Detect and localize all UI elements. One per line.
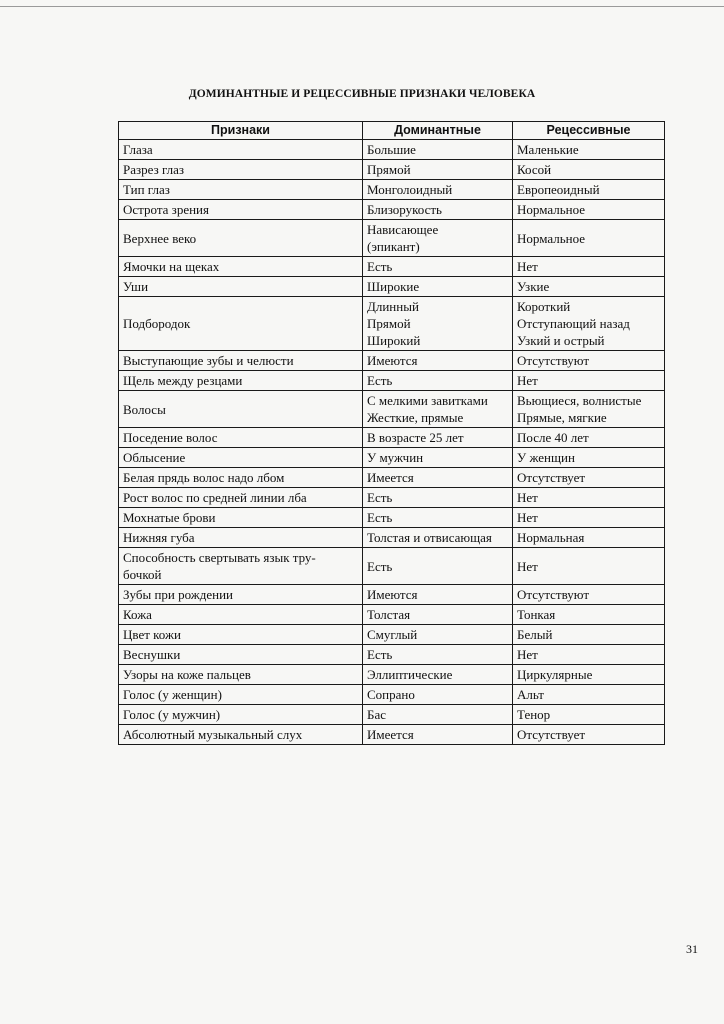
trait-cell: Способность свертывать язык тру- бочкой [119,548,363,585]
table-row [119,665,665,685]
trait-cell: Верхнее веко [119,220,363,257]
trait-cell: Мохнатые брови [119,508,363,528]
dominant-cell: Толстая и отвисающая [363,528,513,548]
recessive-cell: Тонкая [513,605,665,625]
header-dominant: Доминантные [363,122,513,140]
recessive-cell: Нормальное [513,220,665,257]
table-row [119,277,665,297]
dominant-cell: Имеется [363,725,513,745]
dominant-cell: У мужчин [363,448,513,468]
dominant-cell: С мелкими завитками Жесткие, прямые [363,391,513,428]
trait-cell: Кожа [119,605,363,625]
trait-cell: Уши [119,277,363,297]
dominant-cell: Есть [363,257,513,277]
recessive-cell: Нет [513,257,665,277]
recessive-cell: Нормальное [513,200,665,220]
dominant-cell: Есть [363,508,513,528]
document-title: ДОМИНАНТНЫЕ И РЕЦЕССИВНЫЕ ПРИЗНАКИ ЧЕЛОВЕКА [188,88,536,100]
dominant-cell: Длинный Прямой Широкий [363,297,513,351]
dominant-cell: Толстая [363,605,513,625]
recessive-cell: Нет [513,488,665,508]
recessive-cell: Тенор [513,705,665,725]
dominant-cell: Есть [363,645,513,665]
table-row [119,528,665,548]
recessive-cell: Косой [513,160,665,180]
traits-table [118,121,665,745]
table-row [119,468,665,488]
dominant-cell: Монголоидный [363,180,513,200]
trait-cell: Нижняя губа [119,528,363,548]
table-row [119,257,665,277]
recessive-cell: Нормальная [513,528,665,548]
table-row [119,585,665,605]
traits-table-body [119,140,665,745]
recessive-cell: Нет [513,548,665,585]
dominant-cell: Прямой [363,160,513,180]
trait-cell: Узоры на коже пальцев [119,665,363,685]
table-row [119,180,665,200]
recessive-cell: Циркулярные [513,665,665,685]
recessive-cell: Нет [513,508,665,528]
dominant-cell: Эллиптические [363,665,513,685]
recessive-cell: Альт [513,685,665,705]
recessive-cell: Отсутствует [513,725,665,745]
trait-cell: Голос (у мужчин) [119,705,363,725]
trait-cell: Поседение волос [119,428,363,448]
table-row [119,160,665,180]
dominant-cell: Имеются [363,351,513,371]
table-row [119,200,665,220]
dominant-cell: Есть [363,548,513,585]
trait-cell: Веснушки [119,645,363,665]
recessive-cell: Вьющиеся, волнистые Прямые, мягкие [513,391,665,428]
table-row [119,428,665,448]
dominant-cell: Широкие [363,277,513,297]
trait-cell: Щель между резцами [119,371,363,391]
table-row [119,140,665,160]
table-row [119,488,665,508]
recessive-cell: Европеоидный [513,180,665,200]
dominant-cell: Смуглый [363,625,513,645]
trait-cell: Ямочки на щеках [119,257,363,277]
header-traits: Признаки [119,122,363,140]
trait-cell: Абсолютный музыкальный слух [119,725,363,745]
trait-cell: Облысение [119,448,363,468]
table-row [119,448,665,468]
trait-cell: Волосы [119,391,363,428]
trait-cell: Рост волос по средней линии лба [119,488,363,508]
table-row [119,548,665,585]
dominant-cell: В возрасте 25 лет [363,428,513,448]
table-row [119,625,665,645]
table-row [119,645,665,665]
recessive-cell: Отсутствует [513,468,665,488]
recessive-cell: Маленькие [513,140,665,160]
table-row [119,297,665,351]
table-row [119,351,665,371]
dominant-cell: Большие [363,140,513,160]
trait-cell: Белая прядь волос надо лбом [119,468,363,488]
table-row [119,605,665,625]
trait-cell: Цвет кожи [119,625,363,645]
recessive-cell: Отсутствуют [513,351,665,371]
dominant-cell: Бас [363,705,513,725]
table-row [119,220,665,257]
page-number: 31 [686,942,698,956]
table-row [119,725,665,745]
trait-cell: Выступающие зубы и челюсти [119,351,363,371]
table-header-row [119,122,665,140]
recessive-cell: Белый [513,625,665,645]
recessive-cell: У женщин [513,448,665,468]
dominant-cell: Близорукость [363,200,513,220]
table-row [119,371,665,391]
dominant-cell: Есть [363,371,513,391]
recessive-cell: После 40 лет [513,428,665,448]
trait-cell: Подбородок [119,297,363,351]
table-row [119,685,665,705]
dominant-cell: Имеется [363,468,513,488]
recessive-cell: Узкие [513,277,665,297]
recessive-cell: Нет [513,645,665,665]
dominant-cell: Нависающее (эпикант) [363,220,513,257]
trait-cell: Голос (у женщин) [119,685,363,705]
header-recessive: Рецессивные [513,122,665,140]
trait-cell: Тип глаз [119,180,363,200]
table-row [119,391,665,428]
trait-cell: Острота зрения [119,200,363,220]
trait-cell: Разрез глаз [119,160,363,180]
table-row [119,705,665,725]
dominant-cell: Сопрано [363,685,513,705]
recessive-cell: Короткий Отступающий назад Узкий и острый [513,297,665,351]
dominant-cell: Есть [363,488,513,508]
page-top-edge-line [0,6,724,7]
table-row [119,508,665,528]
dominant-cell: Имеются [363,585,513,605]
recessive-cell: Нет [513,371,665,391]
recessive-cell: Отсутствуют [513,585,665,605]
trait-cell: Глаза [119,140,363,160]
trait-cell: Зубы при рождении [119,585,363,605]
